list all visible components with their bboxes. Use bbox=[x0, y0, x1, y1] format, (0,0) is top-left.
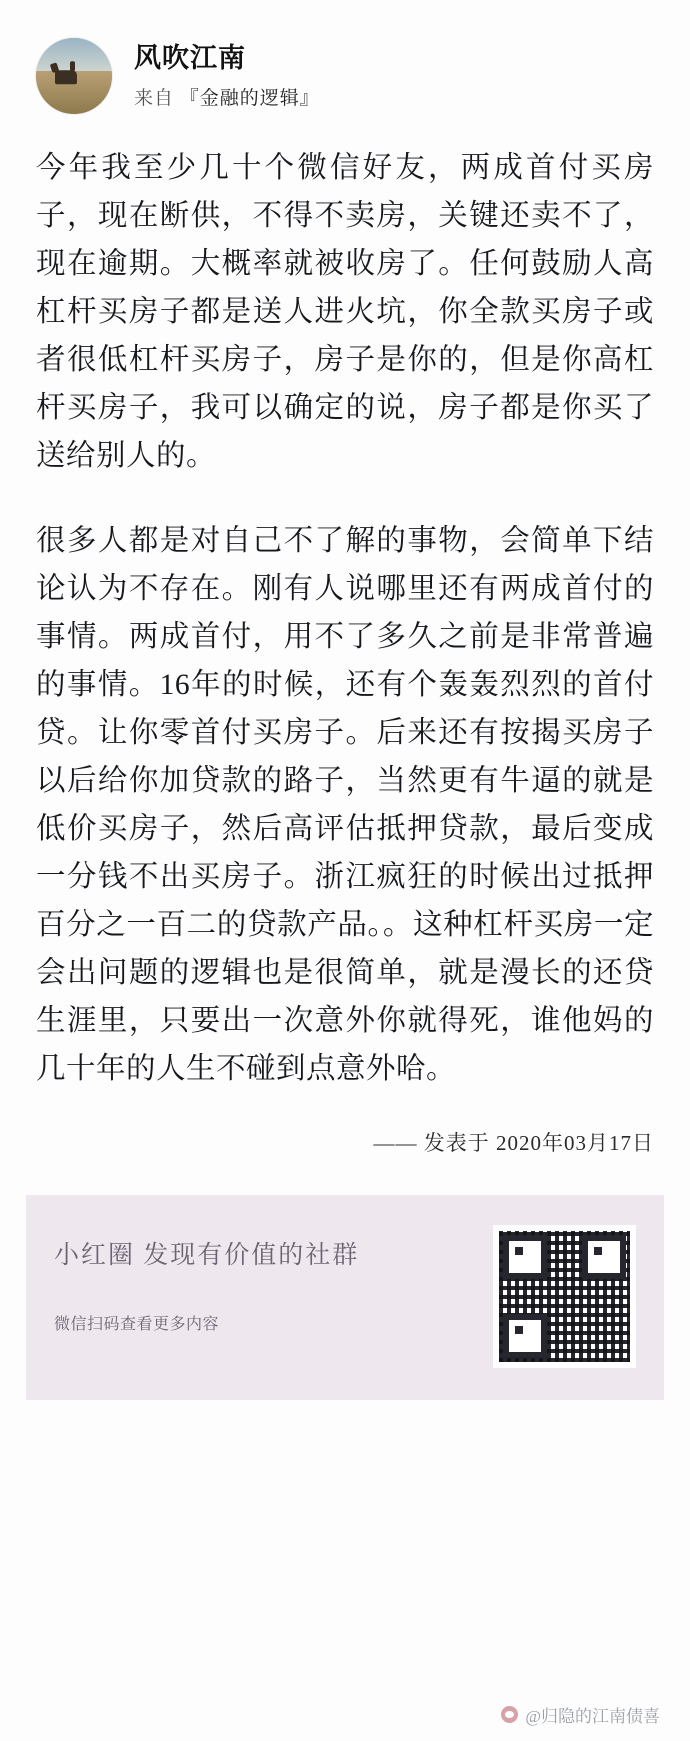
promo-title: 小红圈 发现有价值的社群 bbox=[54, 1242, 360, 1270]
horse-rider-icon bbox=[55, 70, 77, 84]
avatar[interactable] bbox=[36, 38, 112, 114]
paragraph-1: 今年我至少几十个微信好友，两成首付买房子，现在断供，不得不卖房，关键还卖不了，现在逾期。大概率就被收房了。任何鼓励人高杠杆买房子都是送人进火坑，你全款买房子或者很低杠杆买房子，房子是你的，但是你高杠杆买房子，我可以确定的说，房子都是你买了送给别人的。 bbox=[36, 152, 654, 473]
watermark bbox=[501, 1702, 660, 1727]
qr-eye-top-right bbox=[582, 1235, 626, 1279]
qr-code-icon[interactable] bbox=[493, 1225, 636, 1368]
publish-date: —— 发表于 2020年03月17日 bbox=[373, 1131, 654, 1156]
source-line bbox=[134, 83, 320, 110]
author-block bbox=[134, 42, 320, 110]
source-label: 来自 bbox=[134, 88, 175, 110]
promo-subtitle: 微信扫码查看更多内容 bbox=[54, 1316, 220, 1334]
weibo-icon bbox=[501, 1706, 518, 1723]
author-name: 风吹江南 bbox=[134, 42, 246, 73]
qr-eye-top-left bbox=[503, 1235, 547, 1279]
article-header bbox=[0, 0, 690, 114]
qr-eye-bottom-left bbox=[503, 1314, 547, 1358]
source-title: 『金融的逻辑』 bbox=[179, 88, 320, 110]
article-body bbox=[0, 114, 690, 1093]
paragraph-2: 很多人都是对自己不了解的事物，会简单下结论认为不存在。刚有人说哪里还有两成首付的事情。两成首付，用不了多久之前是非常普遍的事情。16年的时候，还有个轰轰烈烈的首付贷。让你零首付买房子。后来还有按揭买房子以后给你加贷款的路子，当然更有牛逼的就是低价买房子，然后高评估抵押贷款，最后变成一分钱不出买房子。浙江疯狂的时候出过抵押百分之一百二的贷款产品。。这种杠杆买房一定会出问题的逻辑也是很简单，就是漫长的还贷生涯里，只要出一次意外你就得死，谁他妈的几十年的人生不碰到点意外哈。 bbox=[36, 524, 654, 1086]
qr-code-pattern bbox=[499, 1231, 630, 1362]
promo-card[interactable] bbox=[26, 1195, 664, 1400]
watermark-text: @归隐的江南债喜 bbox=[525, 1707, 660, 1726]
